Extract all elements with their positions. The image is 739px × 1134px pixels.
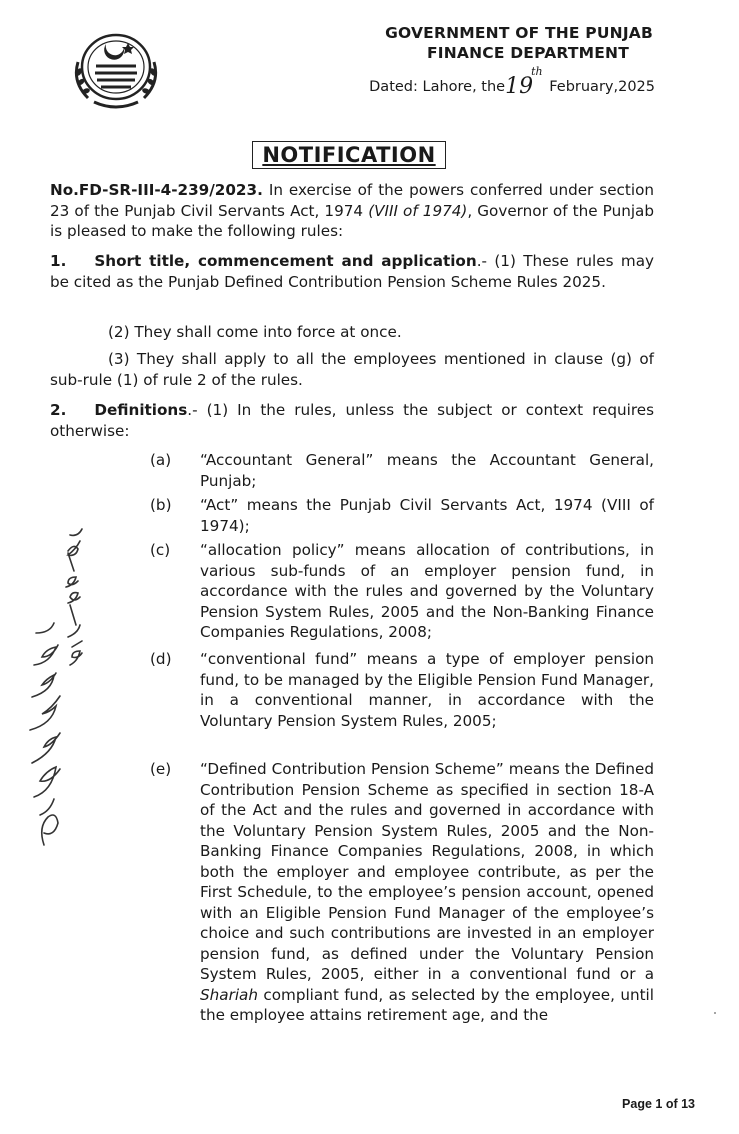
dated-line bbox=[369, 65, 655, 99]
dated-prefix: Dated: Lahore, the bbox=[369, 79, 506, 95]
act-reference: (VIII of 1974) bbox=[368, 201, 468, 220]
punjab-government-seal bbox=[66, 22, 166, 112]
dated-day: 19 bbox=[505, 74, 534, 99]
notification-title: NOTIFICATION bbox=[252, 141, 446, 169]
section-1-number: 1. bbox=[50, 252, 67, 270]
definition-b-text: “Act” means the Punjab Civil Servants Act, 1974 (VIII of 1974); bbox=[200, 496, 654, 535]
section-1-sub-3: (3) They shall apply to all the employees mentioned in clause (g) of sub-rule (1) of rule 2 of the rules. bbox=[50, 350, 654, 389]
definition-d-letter: (d) bbox=[150, 650, 172, 668]
section-1 bbox=[50, 251, 654, 292]
definition-e-letter: (e) bbox=[150, 760, 172, 778]
definition-c-letter: (c) bbox=[150, 541, 171, 559]
handwritten-signature bbox=[14, 525, 104, 855]
definition-e-text-part1: “Defined Contribution Pension Scheme” means the Defined Contribution Pension Scheme as specified in section 18-A of the Act and the rules and governed in accordance with the Voluntary Pension System Rules, 2005 and the Non-Banking Finance Companies Regulations, 2008, in which both the employer and employee contribute, as per the First Schedule, to the employee’s pension account, opened with an Eligible Pension Fund Manager of the employee’s choice and such contributions are invested in an employer pension fund, as defined under the Voluntary Pension System Rules, 2005, either in a conventional fund or a bbox=[200, 760, 654, 983]
dated-suffix: th bbox=[531, 65, 543, 79]
definition-d-text: “conventional fund” means a type of employer pension fund, to be managed by the Eligible Pension Fund Manager, in a conventional manner, in accordance with the Voluntary Pension System Rules, 2005; bbox=[200, 650, 654, 730]
section-1-text: .- (1) These rules may be cited as the Punjab Defined Contribution Pension Scheme Rules 2025. bbox=[50, 252, 654, 291]
definition-c-text: “allocation policy” means allocation of contributions, in various sub-funds of an employer pension fund, in accordance with the rules and governed by the Voluntary Pension System Rules, 2005 and the Non-Banking Finance Companies Regulations, 2008; bbox=[200, 541, 654, 641]
scan-speck bbox=[714, 1012, 716, 1014]
section-1-heading: Short title, commencement and application bbox=[94, 252, 477, 270]
definition-b-letter: (b) bbox=[150, 496, 172, 514]
definition-e-italic: Shariah bbox=[200, 985, 258, 1004]
intro-paragraph bbox=[50, 180, 654, 242]
government-heading: GOVERNMENT OF THE PUNJAB bbox=[385, 24, 653, 42]
definition-e-text bbox=[200, 759, 654, 1026]
dated-rest: February,2025 bbox=[544, 79, 655, 95]
department-heading: FINANCE DEPARTMENT bbox=[426, 44, 629, 62]
notification-number: No.FD-SR-III-4-239/2023. bbox=[50, 181, 263, 199]
definition-a-text: “Accountant General” means the Accountant General, Punjab; bbox=[200, 451, 654, 490]
section-1-sub-2: (2) They shall come into force at once. bbox=[108, 323, 402, 341]
section-2-heading: Definitions bbox=[94, 401, 188, 419]
section-2-text: .- (1) In the rules, unless the subject or context requires otherwise: bbox=[50, 401, 654, 440]
section-2-number: 2. bbox=[50, 401, 67, 419]
section-2 bbox=[50, 400, 654, 441]
definition-a-letter: (a) bbox=[150, 451, 172, 469]
intro-text: In exercise of the powers conferred under section 23 of the Punjab Civil Servants Act, 1974 bbox=[50, 181, 654, 220]
page-number: Page 1 of 13 bbox=[622, 1097, 695, 1111]
definition-e-text-part2: compliant fund, as selected by the employee, until the employee attains retirement age, and the bbox=[200, 985, 654, 1024]
intro-text-cont: , Governor of the Punjab is pleased to make the following rules: bbox=[50, 201, 654, 240]
